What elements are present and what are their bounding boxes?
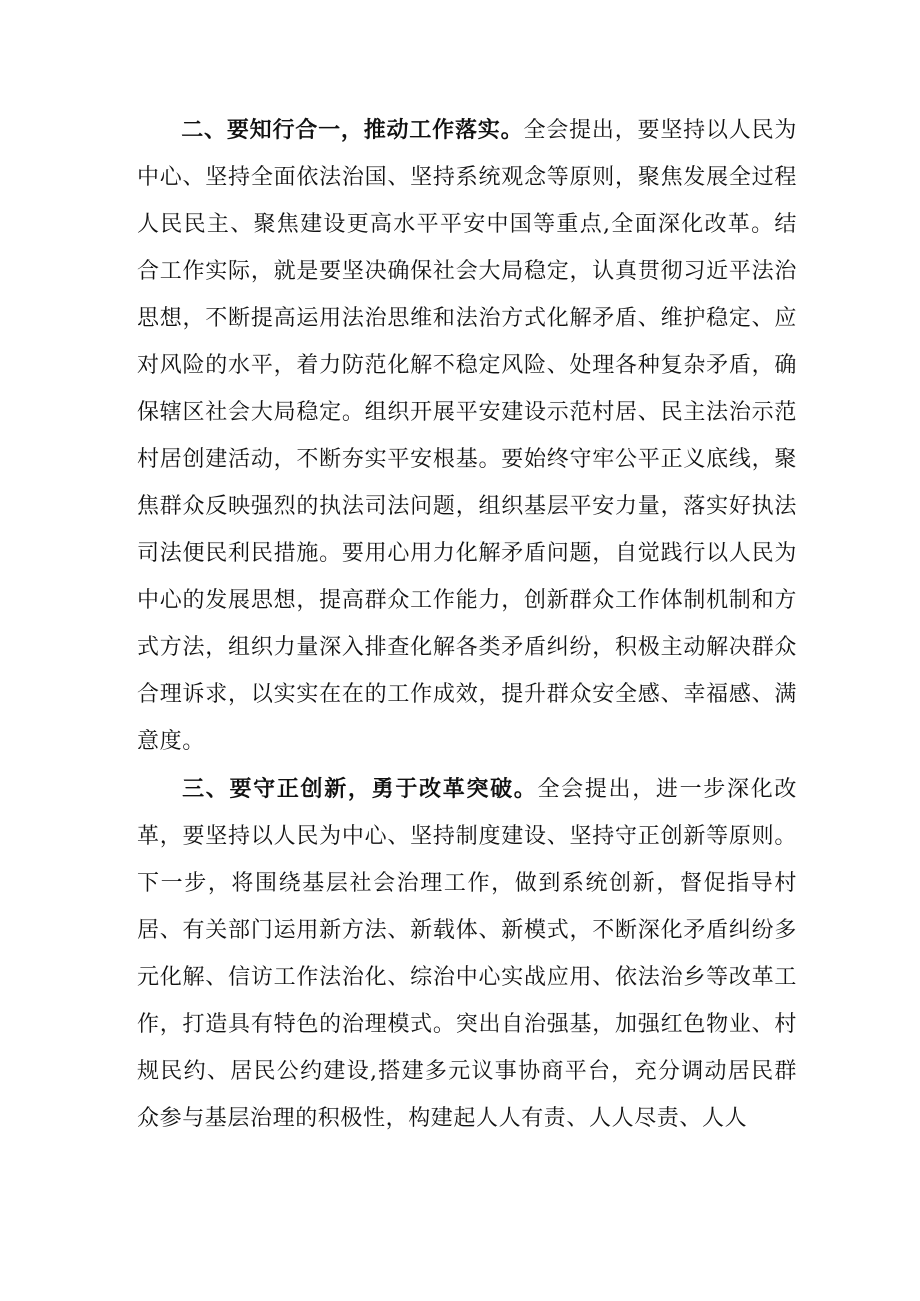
- paragraph-section-three: [137, 766, 797, 1142]
- section-three-body: 全会提出，进一步深化改革，要坚持以人民为中心、坚持制度建设、坚持守正创新等原则。下一步，将围绕基层社会治理工作，做到系统创新，督促指导村居、有关部门运用新方法、新载体、新模式，不断深化矛盾纠纷多元化解、信访工作法治化、综治中心实战应用、依法治乡等改革工作，打造具有特色的治理模式。突出自治强基，加强红色物业、村规民约、居民公约建设,搭建多元议事协商平台，充分调动居民群众参与基层治理的积极性，构建起人人有责、人人尽责、人人: [137, 777, 797, 1131]
- section-three-heading: 三、要守正创新，勇于改革突破。: [181, 776, 538, 802]
- section-two-body: 全会提出，要坚持以人民为中心、坚持全面依法治国、坚持系统观念等原则，聚焦发展全过程人民民主、聚焦建设更高水平平安中国等重点,全面深化改革。结合工作实际，就是要坚决确保社会大局稳定，认真贯彻习近平法治思想，不断提高运用法治思维和法治方式化解矛盾、维护稳定、应对风险的水平，着力防范化解不稳定风险、处理各种复杂矛盾，确保辖区社会大局稳定。组织开展平安建设示范村居、民主法治示范村居创建活动，不断夯实平安根基。要始终守牢公平正义底线，聚焦群众反映强烈的执法司法问题，组织基层平安力量，落实好执法司法便民利民措施。要用心用力化解矛盾问题，自觉践行以人民为中心的发展思想，提高群众工作能力，创新群众工作体制机制和方式方法，组织力量深入排查化解各类矛盾纠纷，积极主动解决群众合理诉求，以实实在在的工作成效，提升群众安全感、幸福感、满意度。: [137, 118, 797, 754]
- section-two-heading: 二、要知行合一，推动工作落实。: [181, 117, 524, 143]
- paragraph-section-two: [137, 107, 797, 765]
